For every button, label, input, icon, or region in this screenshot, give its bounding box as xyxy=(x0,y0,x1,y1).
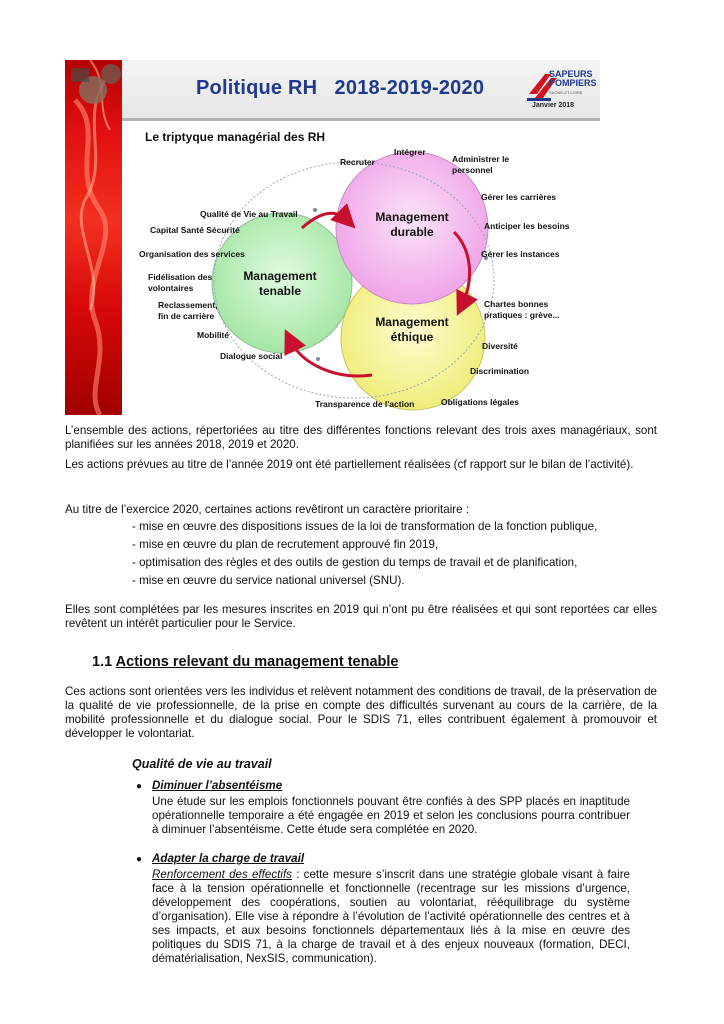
label-carrieres: Gérer les carrières xyxy=(481,192,557,202)
page-title: Politique RH 2018-2019-2020 xyxy=(196,77,485,99)
label-integrer: Intégrer xyxy=(394,147,426,157)
paragraph-intro: L’ensemble des actions, répertoriées au titre des différentes fonctions relevant des trois axes managériaux, sont planifiées sur les années 2018, 2019 et 2020. xyxy=(65,424,657,451)
label-obligations: Obligations légales xyxy=(441,397,519,407)
section-heading xyxy=(92,654,399,670)
label-chartes: Chartes bonnes pratiques : grève... xyxy=(484,299,560,320)
list-item: - mise en œuvre du plan de recrutement approuvé fin 2019, xyxy=(132,538,439,551)
subsection-heading: Qualité de vie au travail xyxy=(132,757,272,771)
label-capital: Capital Santé Sécurité xyxy=(150,225,240,235)
section-number: 1.1 xyxy=(92,654,113,670)
label-qvt: Qualité de Vie au Travail xyxy=(200,209,298,219)
list-item: - mise en œuvre des dispositions issues de la loi de transformation de la fonction publique, xyxy=(132,520,598,533)
label-transparence: Transparence de l'action xyxy=(315,399,415,409)
paragraph-2020: Au titre de l’exercice 2020, certaines actions revêtiront un caractère prioritaire : xyxy=(65,503,470,516)
paragraph-2019: Les actions prévues au titre de l’année 2019 ont été partiellement réalisées (cf rapport sur le bilan de l’activité). xyxy=(65,458,634,471)
paragraph-reported: Elles sont complétées par les mesures inscrites en 2019 qui n’ont pu être réalisées et qui sont reportées car elles revêtent un intérêt particulier pour le Service. xyxy=(65,603,657,630)
bullet-text-absenteisme: Une étude sur les emplois fonctionnels pouvant être confiés à des SPP placés en inaptitude opérationnelle temporaire a été engagée en 2019 et selon les conclusions pourra contribuer à diminuer l’absentéisme. Cette étude sera complétée en 2020. xyxy=(152,795,630,836)
bullet-body-effectifs: : cette mesure s’inscrit dans une stratégie globale visant à faire face à la tension opérationnelle et fonctionnelle (recentrage sur les missions d’urgence, développement des coopérations, soutien au volontariat, rééquilibrage du système d’organisation). Elle vise à répondre à l’évolution de l’activité opérationnelle des centres et à ses impacts, et aux besoins fonctionnels départementaux liés à la mise en œuvre des politiques du SDIS 71, à la charge de travail et à des enjeux nouveaux (formation, DECI, dématérialisation, NexSIS, communication). xyxy=(152,868,630,965)
label-discrimination: Discrimination xyxy=(470,366,530,376)
bullet-text-charge xyxy=(152,868,630,966)
circle-title-durable: Management durable xyxy=(375,210,449,239)
circle-title-tenable: Management tenable xyxy=(243,269,317,298)
label-fidelisation: Fidélisation des volontaires xyxy=(148,272,213,293)
label-instances: Gérer les instances xyxy=(481,249,560,259)
label-dialogue: Dialogue social xyxy=(220,351,283,361)
header-divider xyxy=(122,118,600,121)
circle-title-ethique: Management éthique xyxy=(375,315,449,344)
managerial-triptych-diagram xyxy=(122,140,600,415)
bullet-title-charge: Adapter la charge de travail xyxy=(152,852,305,865)
logo-wordmark xyxy=(549,70,597,88)
label-mobilite: Mobilité xyxy=(197,330,230,340)
bullet-title-absenteisme: Diminuer l’absentéisme xyxy=(152,779,283,792)
diagram-title: Le triptyque managérial des RH xyxy=(145,130,326,144)
logo-subtitle: SAÔNE-ET-LOIRE xyxy=(549,90,583,95)
label-administrer: Administrer le personnel xyxy=(452,154,510,175)
paragraph-tenable: Ces actions sont orientées vers les individus et relèvent notamment des conditions de travail, de la préservation de la qualité de vie professionnelle, de la prise en compte des difficultés survenant au cours de la carrière, de la mobilité professionnelle et du dialogue social. Pour le SDIS 71, elles contribuent également à promouvoir et développer le volontariat. xyxy=(65,685,657,740)
list-item: - mise en œuvre du service national universel (SNU). xyxy=(132,574,405,587)
bullet-icon: ● xyxy=(136,781,143,792)
document-date: Janvier 2018 xyxy=(532,102,575,109)
section-title: Actions relevant du management tenable xyxy=(115,654,399,670)
fire-swirl-illustration xyxy=(65,60,122,415)
bullet-icon: ● xyxy=(136,854,143,865)
label-reclassement: Reclassement, fin de carrière xyxy=(158,300,218,321)
logo-line-1: SAPEURS xyxy=(549,69,593,79)
label-diversite: Diversité xyxy=(482,341,518,351)
label-anticiper: Anticiper les besoins xyxy=(484,221,570,231)
label-organisation: Organisation des services xyxy=(139,249,245,259)
label-recruter: Recruter xyxy=(340,157,375,167)
list-item: - optimisation des règles et des outils de gestion du temps de travail et de planification, xyxy=(132,556,578,569)
bullet-lead-effectifs: Renforcement des effectifs xyxy=(152,868,292,881)
logo-line-2: POMPIERS xyxy=(549,78,597,88)
